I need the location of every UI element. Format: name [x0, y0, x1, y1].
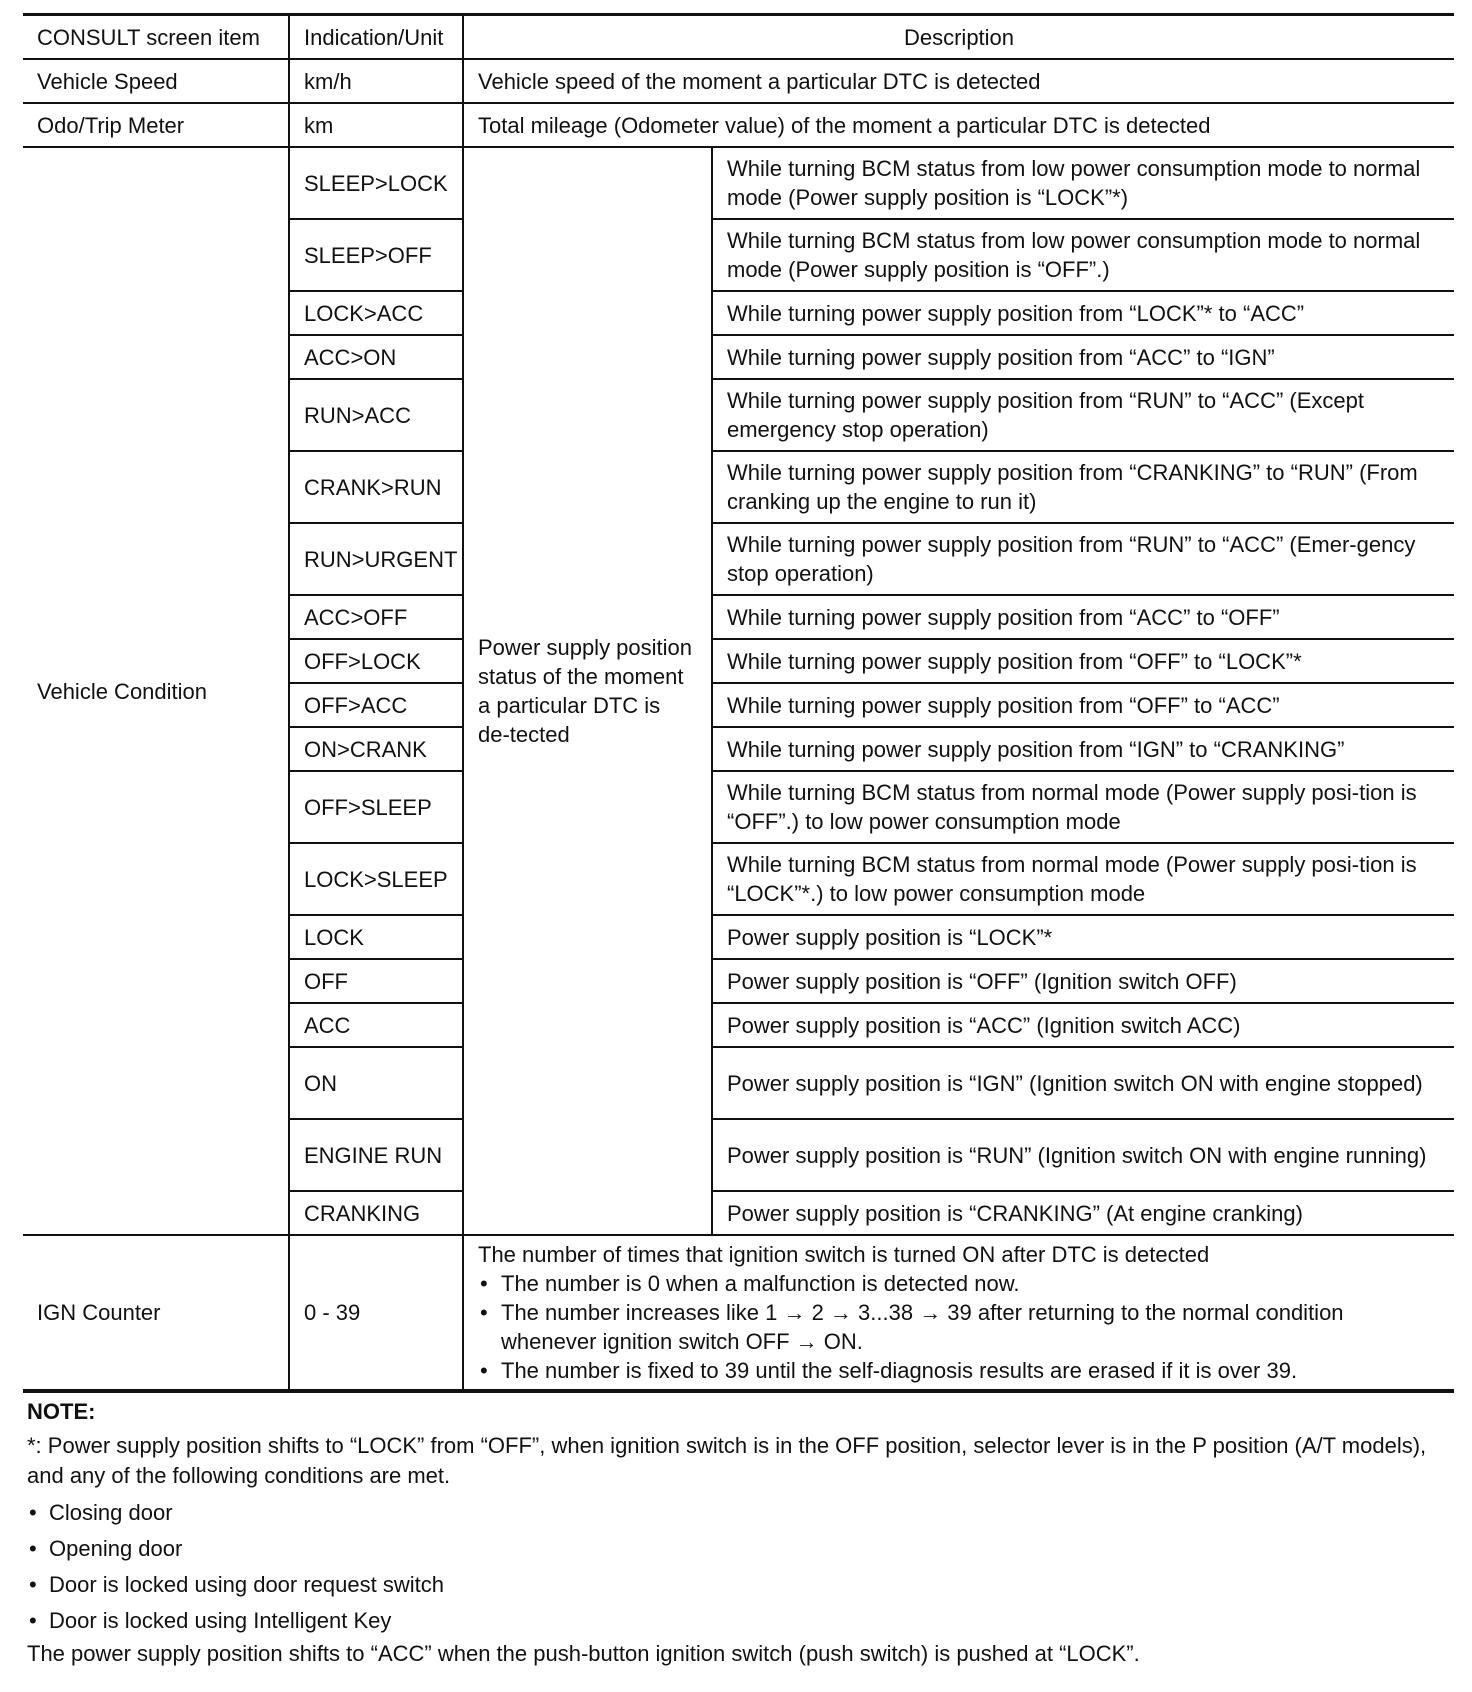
indication-cell: LOCK>SLEEP	[289, 843, 463, 915]
description-cell: Power supply position is “ACC” (Ignition switch ACC)	[712, 1003, 1454, 1047]
list-item: • The number is fixed to 39 until the self-diagnosis results are erased if it is over 39.	[478, 1356, 1440, 1385]
description-cell: While turning power supply position from “OFF” to “LOCK”*	[712, 639, 1454, 683]
item-cell: Vehicle Speed	[23, 59, 289, 103]
indication-cell: ON	[289, 1047, 463, 1119]
indication-cell: ACC>OFF	[289, 595, 463, 639]
table-row-ign-counter	[23, 1235, 1454, 1391]
unit-cell: km/h	[289, 59, 463, 103]
description-cell: Power supply position is “OFF” (Ignition switch OFF)	[712, 959, 1454, 1003]
indication-cell: CRANK>RUN	[289, 451, 463, 523]
description-cell: Vehicle speed of the moment a particular DTC is detected	[463, 59, 1454, 103]
note-section	[27, 1397, 1447, 1669]
list-item: • Door is locked using Intelligent Key	[27, 1603, 1447, 1639]
list-item: • Closing door	[27, 1495, 1447, 1531]
description-cell: While turning BCM status from normal mode (Power supply posi-tion is “LOCK”*.) to low power consumption mode	[712, 843, 1454, 915]
indication-cell: OFF>LOCK	[289, 639, 463, 683]
description-cell: While turning power supply position from “OFF” to “ACC”	[712, 683, 1454, 727]
description-cell: While turning power supply position from “IGN” to “CRANKING”	[712, 727, 1454, 771]
description-cell: Power supply position is “IGN” (Ignition switch ON with engine stopped)	[712, 1047, 1454, 1119]
indication-cell: CRANKING	[289, 1191, 463, 1235]
list-item: • The number increases like 1 → 2 → 3...38 → 39 after returning to the normal condition whenever ignition switch OFF → ON.	[478, 1298, 1440, 1356]
list-item: • Opening door	[27, 1531, 1447, 1567]
group-description-cell: Power supply position status of the moment a particular DTC is de-tected	[463, 147, 712, 1235]
description-cell: While turning BCM status from low power consumption mode to normal mode (Power supply position is “OFF”.)	[712, 219, 1454, 291]
indication-cell: LOCK	[289, 915, 463, 959]
note-conditions-list	[27, 1495, 1447, 1639]
table-header-row	[23, 15, 1454, 60]
description-cell: Power supply position is “LOCK”*	[712, 915, 1454, 959]
indication-cell: SLEEP>LOCK	[289, 147, 463, 219]
table-row-odo-trip	[23, 103, 1454, 147]
indication-cell: ENGINE RUN	[289, 1119, 463, 1191]
description-cell: Power supply position is “CRANKING” (At engine cranking)	[712, 1191, 1454, 1235]
description-cell: While turning BCM status from low power consumption mode to normal mode (Power supply position is “LOCK”*)	[712, 147, 1454, 219]
indication-cell: RUN>URGENT	[289, 523, 463, 595]
item-cell: IGN Counter	[23, 1235, 289, 1391]
consult-item-table	[23, 13, 1454, 1393]
description-cell: While turning power supply position from “ACC” to “OFF”	[712, 595, 1454, 639]
unit-cell: km	[289, 103, 463, 147]
list-item: • The number is 0 when a malfunction is detected now.	[478, 1269, 1440, 1298]
indication-cell: RUN>ACC	[289, 379, 463, 451]
note-paragraph: *: Power supply position shifts to “LOCK” from “OFF”, when ignition switch is in the OFF position, selector lever is in the P position (A/T models), and any of the following conditions are met.	[27, 1433, 1427, 1488]
description-cell: While turning power supply position from “CRANKING” to “RUN” (From cranking up the engine to run it)	[712, 451, 1454, 523]
indication-cell: OFF	[289, 959, 463, 1003]
description-cell: While turning power supply position from “RUN” to “ACC” (Emer-gency stop operation)	[712, 523, 1454, 595]
note-title: NOTE:	[27, 1399, 96, 1424]
description-cell: Total mileage (Odometer value) of the moment a particular DTC is detected	[463, 103, 1454, 147]
indication-cell: ACC>ON	[289, 335, 463, 379]
indication-cell: LOCK>ACC	[289, 291, 463, 335]
table-row-vehicle-speed	[23, 59, 1454, 103]
item-cell: Vehicle Condition	[23, 147, 289, 1235]
indication-cell: OFF>SLEEP	[289, 771, 463, 843]
description-cell: While turning power supply position from “LOCK”* to “ACC”	[712, 291, 1454, 335]
header-indication-unit: Indication/Unit	[289, 15, 463, 60]
list-item: • Door is locked using door request switch	[27, 1567, 1447, 1603]
unit-cell: 0 - 39	[289, 1235, 463, 1391]
table-row-vehicle-condition	[23, 147, 1454, 219]
indication-cell: ON>CRANK	[289, 727, 463, 771]
header-description: Description	[463, 15, 1454, 60]
ign-description-intro: The number of times that ignition switch is turned ON after DTC is detected	[478, 1242, 1210, 1267]
description-cell: While turning power supply position from “ACC” to “IGN”	[712, 335, 1454, 379]
indication-cell: SLEEP>OFF	[289, 219, 463, 291]
indication-cell: ACC	[289, 1003, 463, 1047]
description-cell: Power supply position is “RUN” (Ignition switch ON with engine running)	[712, 1119, 1454, 1191]
description-cell	[463, 1235, 1454, 1391]
ign-bullet-list	[478, 1269, 1440, 1385]
description-cell: While turning BCM status from normal mode (Power supply posi-tion is “OFF”.) to low power consumption mode	[712, 771, 1454, 843]
item-cell: Odo/Trip Meter	[23, 103, 289, 147]
indication-cell: OFF>ACC	[289, 683, 463, 727]
description-cell: While turning power supply position from “RUN” to “ACC” (Except emergency stop operation)	[712, 379, 1454, 451]
header-consult-screen-item: CONSULT screen item	[23, 15, 289, 60]
note-final-paragraph: The power supply position shifts to “ACC” when the push-button ignition switch (push switch) is pushed at “LOCK”.	[27, 1641, 1140, 1666]
